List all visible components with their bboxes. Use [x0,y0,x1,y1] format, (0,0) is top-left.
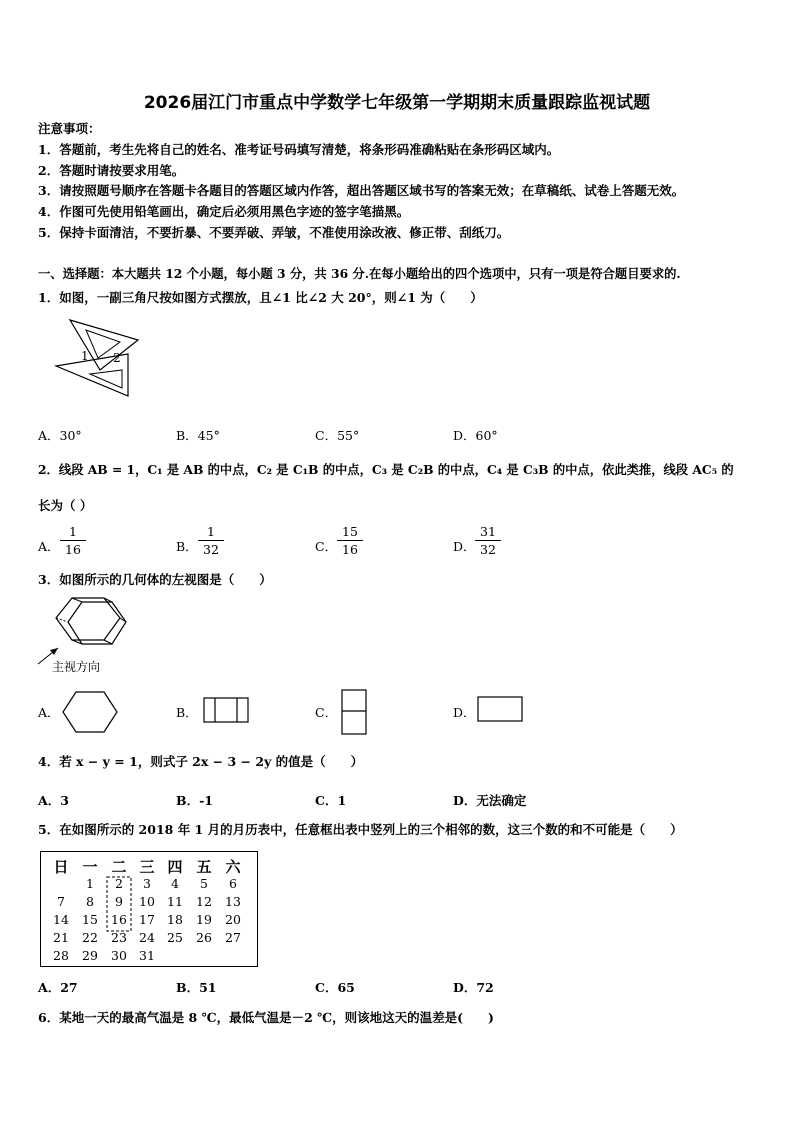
calendar-date: 30 [111,948,127,963]
option-a[interactable]: A．30° [38,428,82,443]
notice-item: 1．答题前，考生先将自己的姓名、准考证号码填写清楚，将条形码准确粘贴在条形码区域内。 [38,142,560,157]
notice-item: 3．请按照题号顺序在答题卡各题目的答题区域内作答，超出答题区域书写的答案无效；在草稿纸、试卷上答题无效。 [38,183,685,198]
calendar-date: 26 [196,930,212,945]
denominator: 16 [65,542,81,557]
option-d-letter[interactable]: D． [453,539,476,554]
option-d[interactable]: D．60° [453,428,498,443]
calendar-date: 12 [196,894,212,909]
calendar-date: 28 [53,948,69,963]
option-a[interactable]: A．27 [38,980,78,995]
calendar-date: 25 [167,930,183,945]
page-title: 2026届江门市重点中学数学七年级第一学期期末质量跟踪监视试题 [143,93,651,113]
calendar-header-cell: 五 [196,858,212,876]
question-6-stem: 6．某地一天的最高气温是 8 ℃，最低气温是－2 ℃，则该地这天的温差是( ) [38,1010,494,1025]
calendar-date: 18 [167,912,183,927]
option-d-rectangle[interactable] [477,696,523,722]
option-d-fraction[interactable] [475,524,501,557]
calendar-header-cell: 六 [225,858,241,876]
view-direction-label: 主视方向 [52,660,101,674]
calendar-date: 14 [53,912,69,927]
denominator: 32 [480,542,496,557]
calendar-date: 4 [171,876,179,891]
calendar-date: 20 [225,912,241,927]
numerator: 31 [475,524,501,541]
option-c-stacked-rectangles[interactable] [341,689,367,735]
denominator: 16 [342,542,358,557]
calendar-date: 27 [225,930,241,945]
notice-heading: 注意事项： [38,121,101,136]
question-2-stem: 2．线段 AB = 1，C₁ 是 AB 的中点，C₂ 是 C₁B 的中点，C₃ 是 C₂B 的中点，C₄ 是 C₃B 的中点，依此类推，线段 AC₅ 的 [38,462,734,477]
question-3-stem: 3．如图所示的几何体的左视图是（ ） [38,572,272,587]
calendar-header-cell: 一 [82,858,98,876]
calendar-date: 23 [111,930,127,945]
option-c[interactable]: C．1 [315,793,347,808]
calendar-date: 13 [225,894,241,909]
calendar-date: 8 [86,894,94,909]
numerator: 15 [337,524,363,541]
option-a[interactable]: A．3 [38,793,69,808]
option-a-fraction[interactable] [60,524,86,557]
option-c[interactable]: C．65 [315,980,355,995]
hexagonal-prism-figure [36,596,136,668]
calendar-date: 10 [139,894,155,909]
option-c-letter[interactable]: C． [315,539,338,554]
question-4-stem: 4．若 x − y = 1，则式子 2x − 3 − 2y 的值是（ ） [38,754,364,769]
angle-1-label: 1 [81,349,89,363]
option-c-letter[interactable]: C． [315,705,338,720]
calendar-date: 5 [200,876,208,891]
triangle-rulers-figure [50,318,150,398]
calendar-header-cell: 四 [167,858,183,876]
numerator: 1 [60,524,86,541]
question-1-stem: 1．如图，一副三角尺按如图方式摆放，且∠1 比∠2 大 20°，则∠1 为（ ） [38,290,483,305]
option-a-hexagon[interactable] [62,690,118,734]
calendar-date: 7 [57,894,65,909]
numerator: 1 [198,524,224,541]
dashed-selection-box [106,876,134,934]
option-d-letter[interactable]: D． [453,705,476,720]
option-b-fraction[interactable] [198,524,224,557]
option-b-letter[interactable]: B． [176,539,198,554]
calendar-date: 2 [115,876,123,891]
calendar-date: 16 [111,912,127,927]
calendar-date: 19 [196,912,212,927]
notice-item: 4．作图可先使用铅笔画出，确定后必须用黑色字迹的签字笔描黑。 [38,204,410,219]
calendar-date: 24 [139,930,155,945]
option-d[interactable]: D．72 [453,980,494,995]
calendar-header-cell: 三 [139,858,155,876]
calendar-date: 6 [229,876,237,891]
calendar-header-cell: 二 [111,858,127,876]
notice-item: 2．答题时请按要求用笔。 [38,163,185,178]
option-b[interactable]: B．-1 [176,793,213,808]
calendar-date: 9 [115,894,123,909]
calendar-table [40,851,258,967]
question-5-stem: 5．在如图所示的 2018 年 1 月的月历表中，任意框出表中竖列上的三个相邻的数，这三个数的和不可能是（ ） [38,822,683,837]
calendar-date: 11 [167,894,183,909]
notice-item: 5．保持卡面清洁，不要折暴、不要弄破、弄皱，不准使用涂改液、修正带、刮纸刀。 [38,225,510,240]
option-b[interactable]: B．51 [176,980,217,995]
calendar-date: 1 [86,876,94,891]
angle-2-label: 2 [113,351,121,365]
calendar-date: 22 [82,930,98,945]
option-b-letter[interactable]: B． [176,705,198,720]
calendar-date: 17 [139,912,155,927]
calendar-date: 31 [139,948,155,963]
calendar-date: 21 [53,930,69,945]
question-2-stem-cont: 长为（ ） [38,498,93,513]
denominator: 32 [203,542,219,557]
option-c-fraction[interactable] [337,524,363,557]
calendar-header-cell: 日 [53,858,69,876]
option-a-letter[interactable]: A． [38,705,60,720]
option-a-letter[interactable]: A． [38,539,60,554]
calendar-date: 15 [82,912,98,927]
option-c[interactable]: C．55° [315,428,360,443]
option-b[interactable]: B．45° [176,428,220,443]
option-d[interactable]: D．无法确定 [453,793,527,808]
option-b-three-rectangles[interactable] [203,697,249,723]
calendar-date: 29 [82,948,98,963]
calendar-date: 3 [143,876,151,891]
section-heading: 一、选择题：本大题共 12 个小题，每小题 3 分，共 36 分.在每小题给出的四个选项中，只有一项是符合题目要求的. [38,266,681,281]
